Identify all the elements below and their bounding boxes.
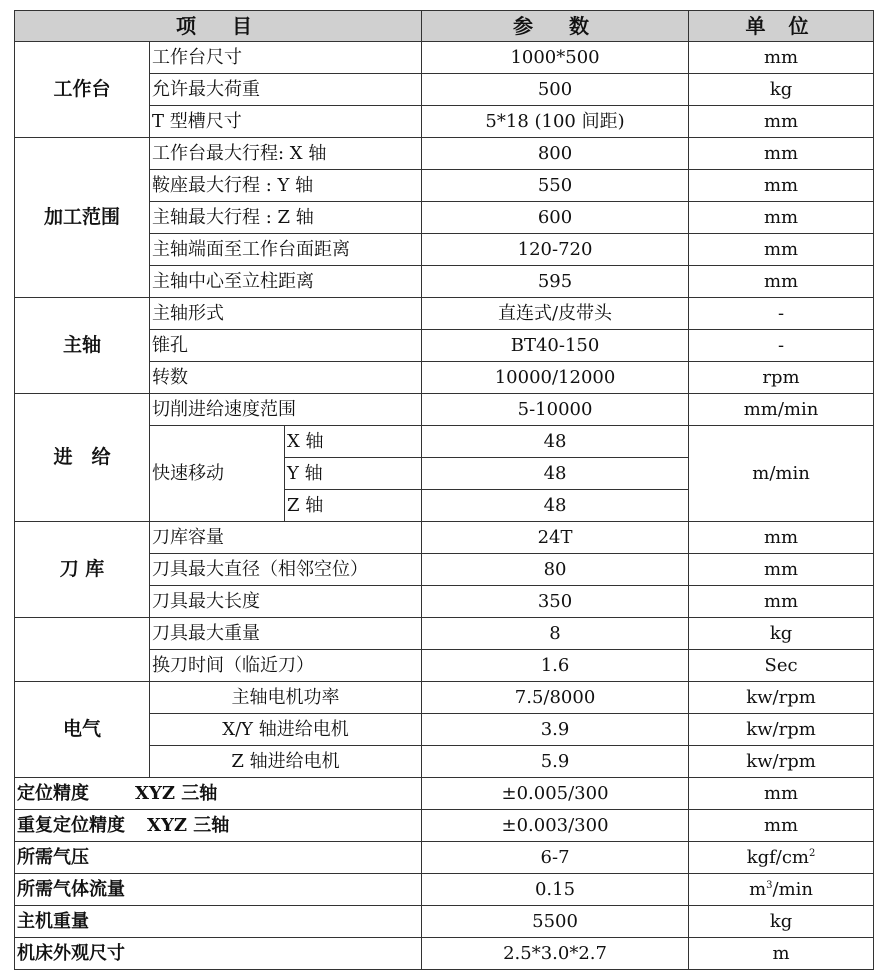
rapid-value: 48 — [422, 458, 689, 490]
row-unit: mm — [689, 266, 874, 298]
row-name: 主轴最大行程 : Z 轴 — [150, 202, 422, 234]
row-unit: mm — [689, 234, 874, 266]
row-unit: mm/min — [689, 394, 874, 426]
table-row — [15, 138, 874, 170]
row-unit: kw/rpm — [689, 682, 874, 714]
row-value: 3.9 — [422, 714, 689, 746]
row-unit: - — [689, 330, 874, 362]
row-value: ±0.003/300 — [422, 810, 689, 842]
row-value: 120-720 — [422, 234, 689, 266]
table-row — [15, 938, 874, 970]
row-value: 550 — [422, 170, 689, 202]
row-unit — [689, 874, 874, 906]
unit-sup: 3 — [766, 879, 773, 891]
table-row — [15, 394, 874, 426]
row-name: Z 轴进给电机 — [150, 746, 422, 778]
positioning-label-text: 定位精度 — [17, 782, 89, 804]
group-magazine: 刀 库 — [15, 522, 150, 618]
row-name: 主机重量 — [15, 906, 422, 938]
header-unit: 单 位 — [689, 11, 874, 42]
row-value: 10000/12000 — [422, 362, 689, 394]
row-name: 机床外观尺寸 — [15, 938, 422, 970]
unit-base: kgf/cm — [746, 846, 809, 868]
row-value: ±0.005/300 — [422, 778, 689, 810]
row-name: 所需气压 — [15, 842, 422, 874]
positioning-label — [15, 778, 422, 810]
table-row — [15, 682, 874, 714]
row-name: X/Y 轴进给电机 — [150, 714, 422, 746]
row-unit: mm — [689, 138, 874, 170]
row-unit: mm — [689, 778, 874, 810]
row-unit: Sec — [689, 650, 874, 682]
row-value: BT40-150 — [422, 330, 689, 362]
header-row — [15, 11, 874, 42]
row-name: 主轴中心至立柱距离 — [150, 266, 422, 298]
row-name: 换刀时间（临近刀） — [150, 650, 422, 682]
table-row — [15, 874, 874, 906]
spec-table — [14, 10, 874, 970]
unit-sup: 2 — [809, 847, 816, 859]
row-unit: mm — [689, 554, 874, 586]
row-unit: - — [689, 298, 874, 330]
group-feed: 进 给 — [15, 394, 150, 522]
table-row — [15, 298, 874, 330]
repeat-sub: XYZ 三轴 — [147, 814, 230, 836]
row-value: 5.9 — [422, 746, 689, 778]
blank-cell — [15, 618, 150, 682]
row-name: 刀库容量 — [150, 522, 422, 554]
repeat-label-text: 重复定位精度 — [17, 814, 125, 836]
row-name: 鞍座最大行程 : Y 轴 — [150, 170, 422, 202]
row-value: 6-7 — [422, 842, 689, 874]
row-unit — [689, 842, 874, 874]
rapid-axis: X 轴 — [285, 426, 422, 458]
unit-tail: /min — [772, 878, 813, 900]
row-name: 刀具最大重量 — [150, 618, 422, 650]
row-value: 500 — [422, 74, 689, 106]
row-name: 工作台尺寸 — [150, 42, 422, 74]
row-name: 刀具最大直径（相邻空位） — [150, 554, 422, 586]
row-value: 24T — [422, 522, 689, 554]
row-unit: m — [689, 938, 874, 970]
table-row — [15, 810, 874, 842]
table-row — [15, 522, 874, 554]
table-row — [15, 778, 874, 810]
row-value: 80 — [422, 554, 689, 586]
row-value: 7.5/8000 — [422, 682, 689, 714]
row-unit: mm — [689, 42, 874, 74]
row-value: 800 — [422, 138, 689, 170]
row-value: 直连式/皮带头 — [422, 298, 689, 330]
row-name: 转数 — [150, 362, 422, 394]
row-value: 350 — [422, 586, 689, 618]
group-electric: 电气 — [15, 682, 150, 778]
row-name: 切削进给速度范围 — [150, 394, 422, 426]
group-worktable: 工作台 — [15, 42, 150, 138]
table-row — [15, 842, 874, 874]
unit-base: m — [749, 878, 767, 900]
positioning-sub: XYZ 三轴 — [135, 782, 218, 804]
table-row — [15, 618, 874, 650]
row-name: 主轴端面至工作台面距离 — [150, 234, 422, 266]
row-unit: mm — [689, 810, 874, 842]
row-name: T 型槽尺寸 — [150, 106, 422, 138]
table-row — [15, 906, 874, 938]
row-name: 允许最大荷重 — [150, 74, 422, 106]
row-value: 5*18 (100 间距) — [422, 106, 689, 138]
table-row — [15, 42, 874, 74]
row-value: 1.6 — [422, 650, 689, 682]
row-value: 0.15 — [422, 874, 689, 906]
rapid-value: 48 — [422, 426, 689, 458]
row-value: 8 — [422, 618, 689, 650]
rapid-axis: Y 轴 — [285, 458, 422, 490]
row-value: 595 — [422, 266, 689, 298]
header-item: 项 目 — [15, 11, 422, 42]
rapid-value: 48 — [422, 490, 689, 522]
row-name: 主轴电机功率 — [150, 682, 422, 714]
row-name: 所需气体流量 — [15, 874, 422, 906]
row-unit: kg — [689, 618, 874, 650]
header-param: 参 数 — [422, 11, 689, 42]
row-unit: kg — [689, 906, 874, 938]
row-name: 锥孔 — [150, 330, 422, 362]
row-unit: kg — [689, 74, 874, 106]
row-unit: kw/rpm — [689, 714, 874, 746]
row-unit: mm — [689, 170, 874, 202]
repeat-label — [15, 810, 422, 842]
row-value: 600 — [422, 202, 689, 234]
row-unit: rpm — [689, 362, 874, 394]
row-name: 主轴形式 — [150, 298, 422, 330]
row-value: 5-10000 — [422, 394, 689, 426]
row-name: 工作台最大行程: X 轴 — [150, 138, 422, 170]
row-unit: kw/rpm — [689, 746, 874, 778]
row-value: 5500 — [422, 906, 689, 938]
row-name: 刀具最大长度 — [150, 586, 422, 618]
row-unit: mm — [689, 202, 874, 234]
rapid-unit: m/min — [689, 426, 874, 522]
row-unit: mm — [689, 522, 874, 554]
row-value: 1000*500 — [422, 42, 689, 74]
group-range: 加工范围 — [15, 138, 150, 298]
row-value: 2.5*3.0*2.7 — [422, 938, 689, 970]
row-unit: mm — [689, 586, 874, 618]
group-spindle: 主轴 — [15, 298, 150, 394]
rapid-axis: Z 轴 — [285, 490, 422, 522]
row-unit: mm — [689, 106, 874, 138]
rapid-label: 快速移动 — [150, 426, 285, 522]
